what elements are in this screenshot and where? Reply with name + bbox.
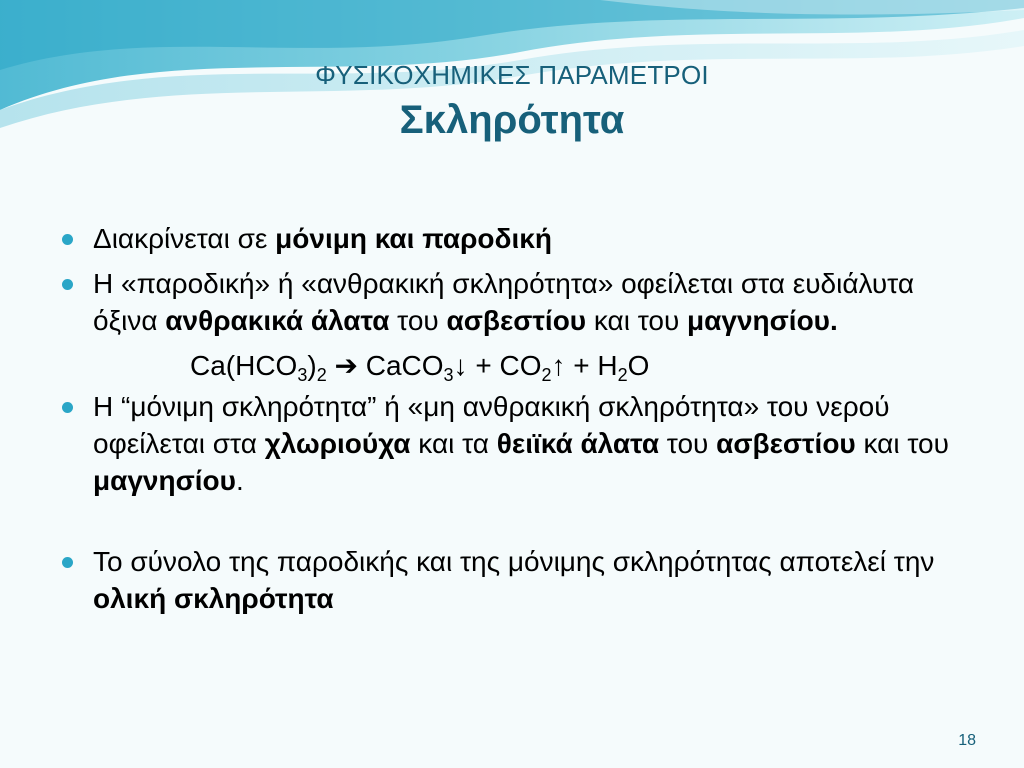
eq-arrow-icon: ➔ <box>326 350 366 381</box>
bullet-3-bold-2: θειϊκά άλατα <box>496 428 660 459</box>
bullet-3-text-2: και τα <box>410 428 497 459</box>
slide-content <box>60 220 960 625</box>
precipitate-down-arrow-icon: ↓ <box>453 350 468 381</box>
page-number: 18 <box>958 732 976 749</box>
eq-product-3-end: O <box>627 350 650 381</box>
slide-subtitle: Σκληρότητα <box>399 98 625 142</box>
bullet-dot-icon <box>62 402 73 413</box>
bullet-item-2 <box>60 265 960 339</box>
chemical-equation <box>60 347 960 384</box>
bullet-item-3 <box>60 388 960 499</box>
bullet-3-bold-4: μαγνησίου <box>93 465 236 496</box>
bullet-4-text: Το σύνολο της παροδικής και της μόνιμης σκληρότητας αποτελεί την <box>93 546 935 577</box>
eq-reactant-sub-1: 3 <box>297 365 308 385</box>
eq-reactant-sub-2: 2 <box>316 365 327 385</box>
eq-product-2: CO <box>499 350 542 381</box>
bullet-3-bold-1: χλωριούχα <box>264 428 411 459</box>
bullet-3-text-4: και του <box>855 428 949 459</box>
bullet-2-bold-3: μαγνησίου. <box>687 305 838 336</box>
bullet-dot-icon <box>62 557 73 568</box>
bullet-2-text-2: του <box>389 305 447 336</box>
bullet-2-bold-2: ασβεστίου <box>446 305 587 336</box>
eq-reactant: Ca(HCO <box>190 350 298 381</box>
bullet-3-text-1: Η “μόνιμη σκληρότητα” ή «μη ανθρακική σκληρότητα» του νερού οφείλεται στα <box>93 391 890 459</box>
eq-product-3-sub: 2 <box>617 365 628 385</box>
title-block <box>0 58 1024 146</box>
bullet-3-bold-3: ασβεστίου <box>716 428 856 459</box>
slide-title: ΦΥΣΙΚΟΧΗΜΙΚΕΣ ΠΑΡΑΜΕΤΡΟΙ <box>315 60 709 90</box>
eq-product-1: CaCO <box>365 350 444 381</box>
bullet-3-text-3: του <box>659 428 717 459</box>
bullet-dot-icon <box>62 279 73 290</box>
bullet-2-text-3: και του <box>586 305 688 336</box>
bullet-3-text-5: . <box>235 465 244 496</box>
eq-product-2-sub: 2 <box>541 365 552 385</box>
eq-plus-2: + <box>565 350 598 381</box>
eq-reactant-close: ) <box>307 350 317 381</box>
bullet-item-4 <box>60 543 960 617</box>
bullet-item-1 <box>60 220 960 257</box>
bullet-4-bold: ολική σκληρότητα <box>93 583 334 614</box>
eq-product-1-sub: 3 <box>443 365 454 385</box>
bullet-2-text-1: Η «παροδική» ή «ανθρακική σκληρότητα» οφείλεται στα ευδιάλυτα όξινα <box>93 268 915 336</box>
bullet-1-text: Διακρίνεται σε <box>93 223 276 254</box>
bullet-dot-icon <box>62 234 73 245</box>
gas-up-arrow-icon: ↑ <box>551 350 566 381</box>
eq-plus-1: + <box>467 350 500 381</box>
bullet-1-bold: μόνιμη και παροδική <box>275 223 552 254</box>
eq-product-3: H <box>597 350 618 381</box>
bullet-2-bold-1: ανθρακικά άλατα <box>165 305 390 336</box>
